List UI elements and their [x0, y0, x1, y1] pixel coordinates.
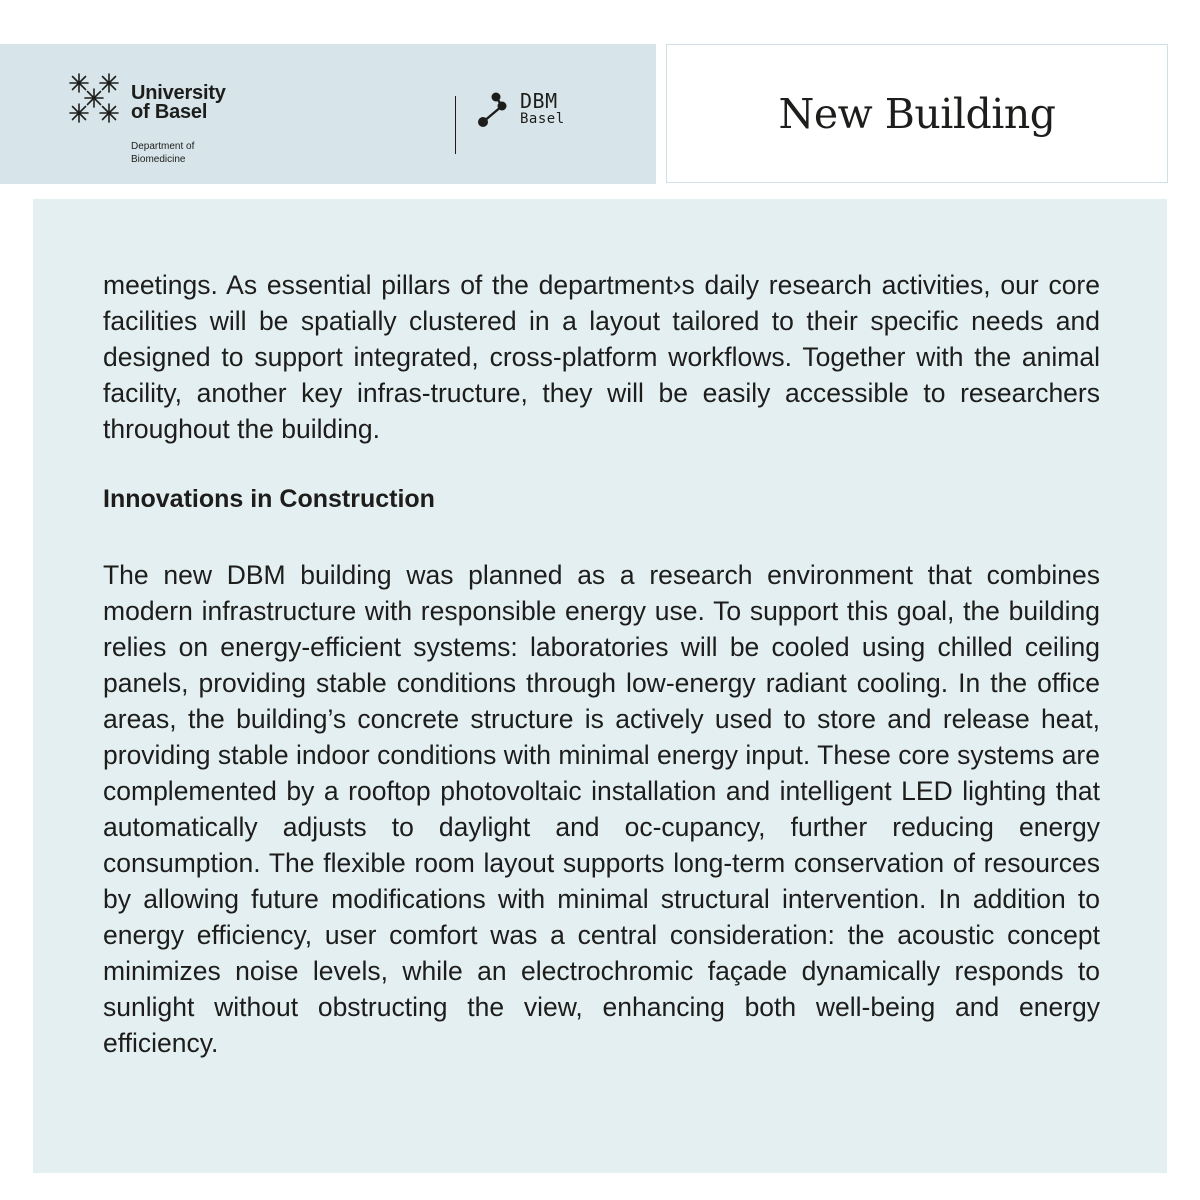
page-title: New Building	[778, 89, 1056, 138]
department-name	[131, 140, 194, 166]
university-of-basel-logo-icon	[64, 68, 124, 128]
department-line1: Department of	[131, 141, 195, 152]
university-name-line2: of Basel	[131, 101, 208, 123]
title-box	[666, 44, 1168, 183]
dbm-basel-wordmark	[520, 89, 565, 128]
university-name-line1: University	[131, 82, 226, 104]
dbm-wordmark-top: DBM	[520, 89, 558, 113]
paragraph-2: The new DBM building was planned as a research environment that combines modern infrastructure with responsible energy use. To support this goal, the building relies on energy-efficient systems: laboratories will be cooled using chilled ceiling panels, providing stable conditions through low-energy radiant cooling. In the office areas, the building’s concrete structure is actively used to store and release heat, providing stable indoor conditions with minimal energy input. These core systems are complemented by a rooftop photovoltaic installation and intelligent LED lighting that automatically adjusts to daylight and oc-cupancy, further reducing energy consumption. The flexible room layout supports long-term conservation of resources by allowing future modifications with minimal structural intervention. In addition to energy efficiency, user comfort was a central consideration: the acoustic concept minimizes noise levels, while an electrochromic façade dynamically responds to sunlight without obstructing the view, enhancing both well-being and energy efficiency.	[103, 560, 1100, 1058]
dbm-wordmark-bottom: Basel	[520, 111, 565, 127]
logo-divider	[455, 96, 456, 154]
dbm-molecule-logo-icon	[475, 88, 515, 132]
department-line2: Biomedicine	[131, 154, 186, 165]
university-name	[131, 84, 226, 122]
section-heading: Innovations in Construction	[103, 485, 435, 513]
paragraph-1: meetings. As essential pillars of the department›s daily research activities, our core facilities will be spatially clustered in a layout tailored to their specific needs and designed to support integrated, cross-platform workflows. Together with the animal facility, another key infras-tructure, they will be easily accessible to researchers throughout the building.	[103, 270, 1100, 444]
content-panel	[33, 199, 1167, 1173]
